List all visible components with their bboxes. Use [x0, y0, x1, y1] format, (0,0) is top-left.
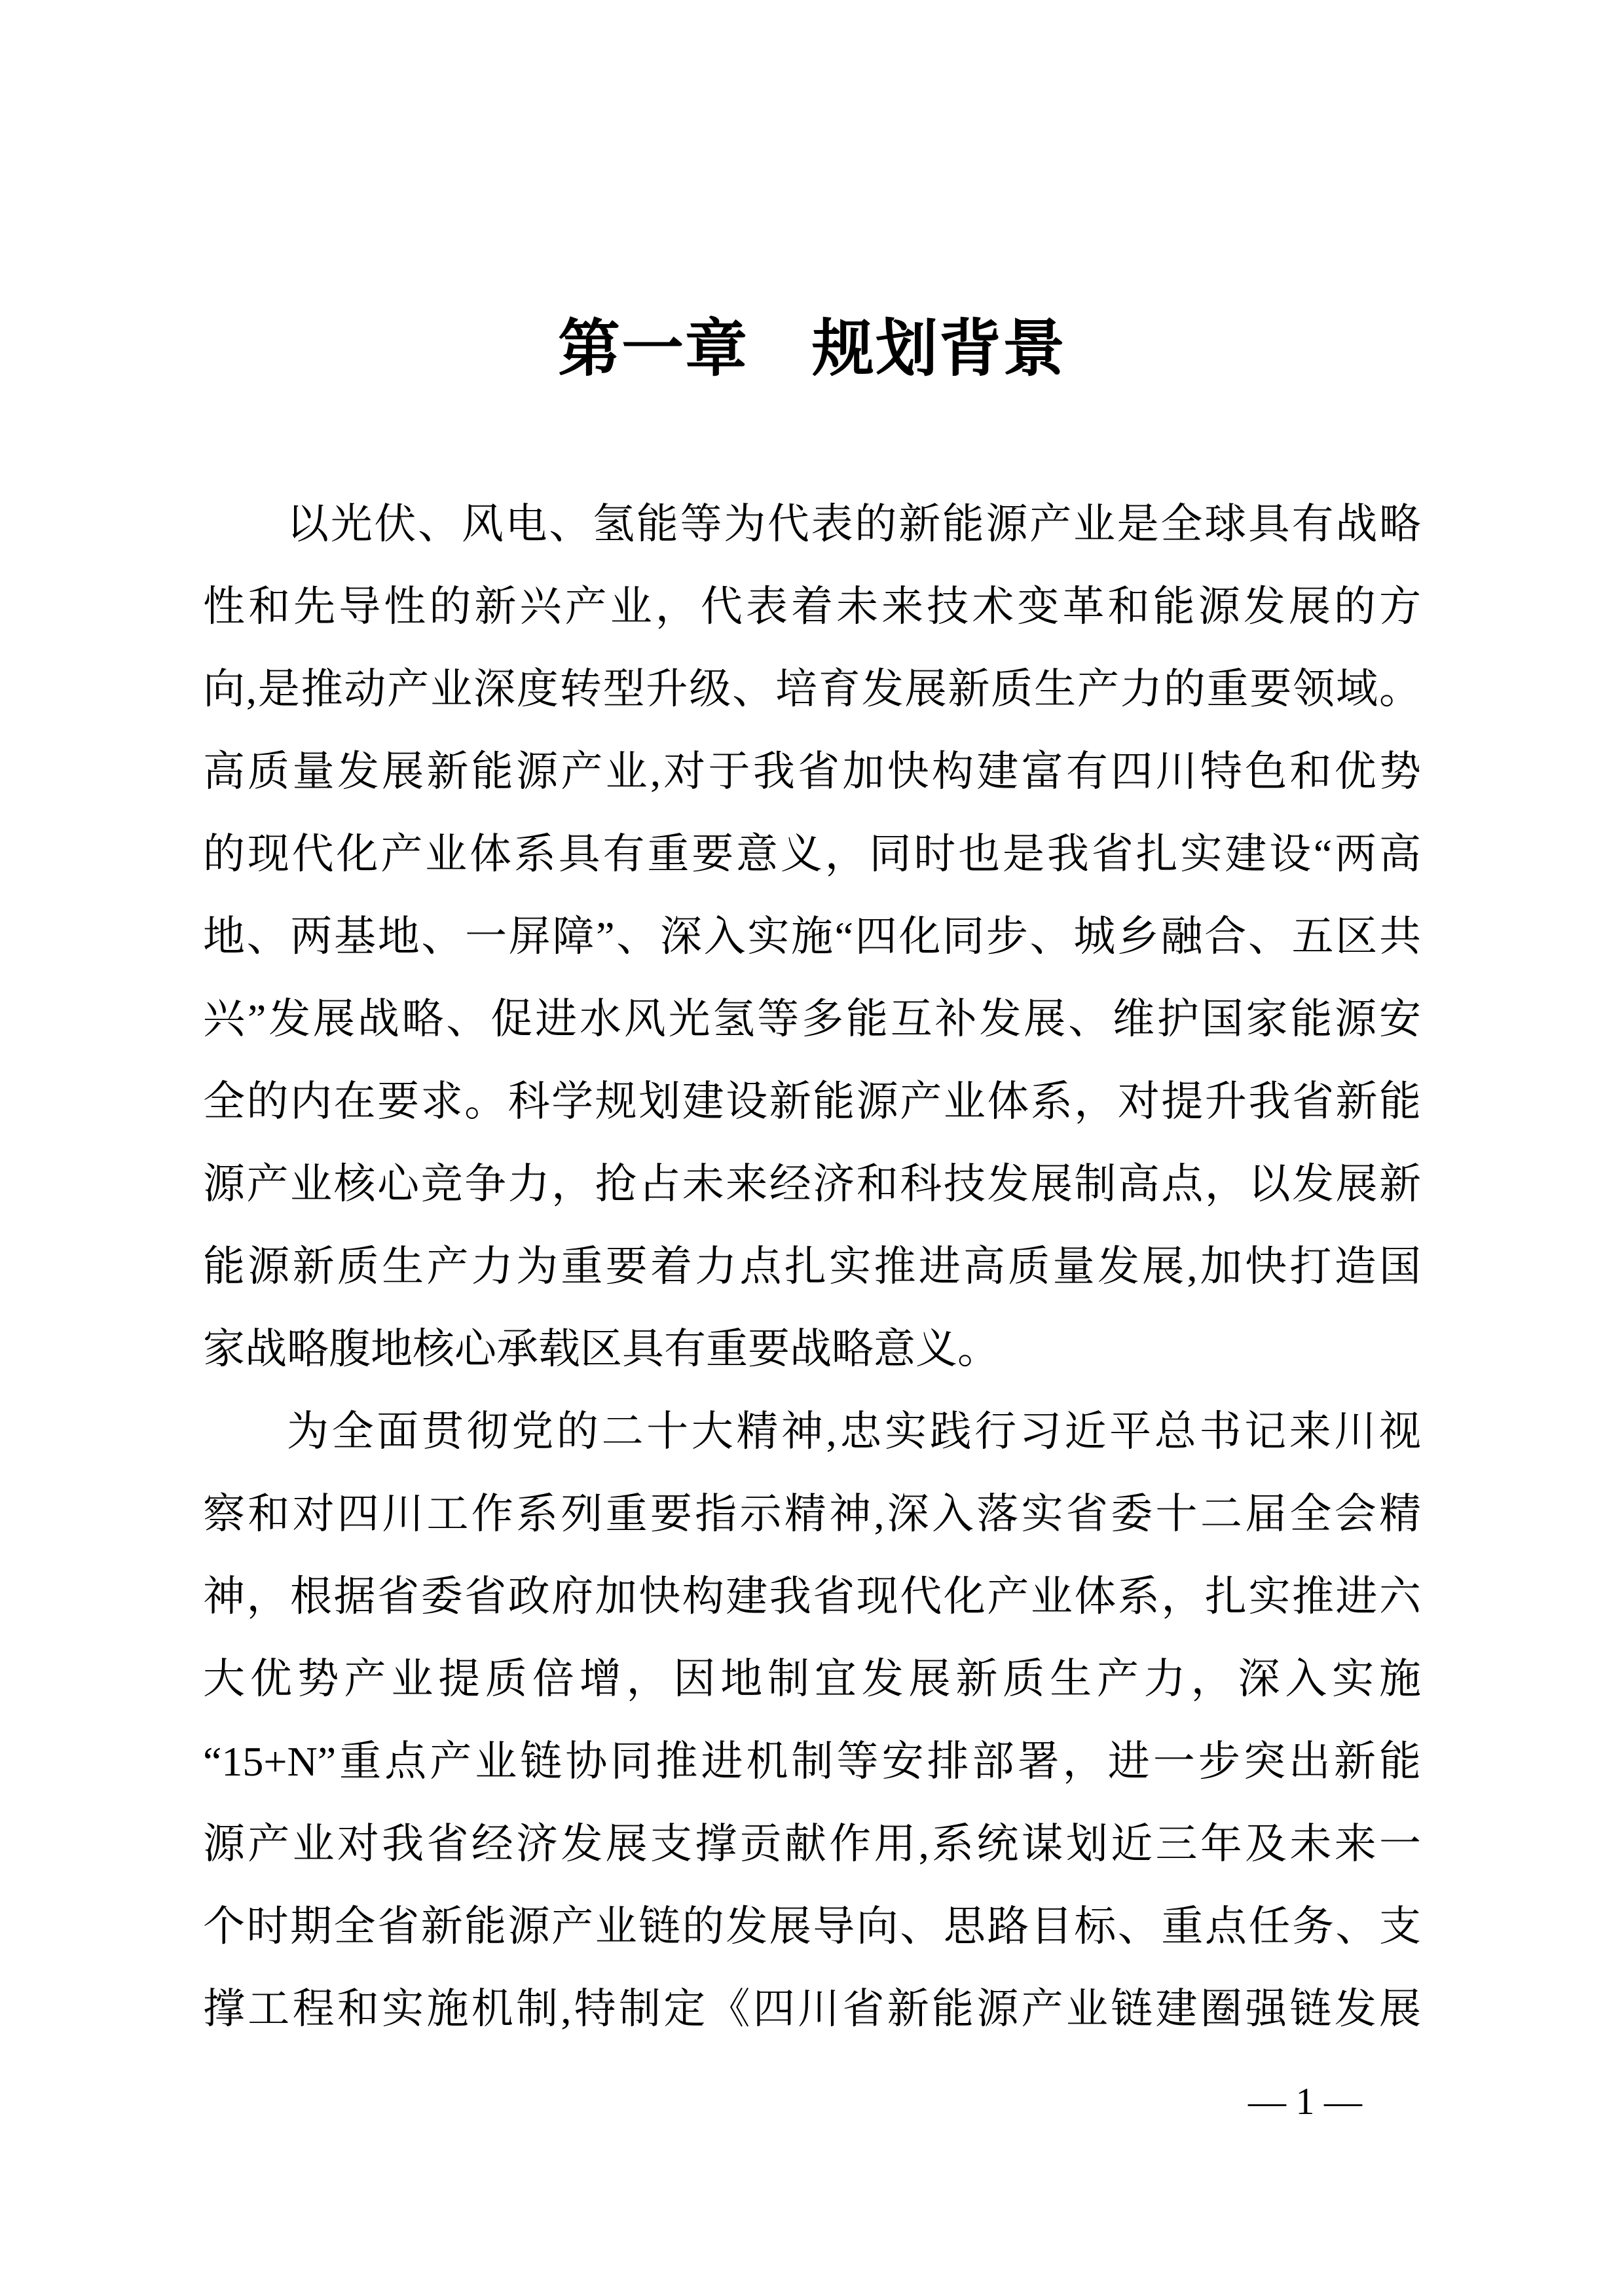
body-line: 为全面贯彻党的二十大精神,忠实践行习近平总书记来川视: [287, 1408, 1421, 1455]
body-line: 全的内在要求。科学规划建设新能源产业体系，对提升我省新能: [203, 1078, 1421, 1125]
page-number: — 1 —: [1248, 2080, 1362, 2123]
body-line: 察和对四川工作系列重要指示精神,深入落实省委十二届全会精: [203, 1491, 1421, 1537]
body-line: 源产业核心竞争力，抢占未来经济和科技发展制高点，以发展新: [203, 1161, 1421, 1207]
body-line: 高质量发展新能源产业,对于我省加快构建富有四川特色和优势: [203, 748, 1421, 795]
body-line: 家战略腹地核心承载区具有重要战略意义。: [203, 1326, 999, 1372]
chapter-title: 第一章 规划背景: [557, 314, 1066, 384]
body-line: 兴”发展战略、促进水风光氢等多能互补发展、维护国家能源安: [203, 996, 1421, 1042]
body-line: 源产业对我省经济发展支撑贡献作用,系统谋划近三年及未来一: [203, 1821, 1421, 1867]
body-line: 个时期全省新能源产业链的发展导向、思路目标、重点任务、支: [203, 1903, 1421, 1950]
body-line: 向,是推动产业深度转型升级、培育发展新质生产力的重要领域。: [203, 666, 1421, 712]
body-line: 地、两基地、一屏障”、深入实施“四化同步、城乡融合、五区共: [203, 913, 1421, 960]
body-line: 大优势产业提质倍增，因地制宜发展新质生产力，深入实施: [203, 1656, 1421, 1702]
body-line: 神，根据省委省政府加快构建我省现代化产业体系，扎实推进六: [203, 1573, 1421, 1620]
document-body: [203, 483, 1421, 2050]
body-line: 撑工程和实施机制,特制定《四川省新能源产业链建圈强链发展: [203, 1986, 1421, 2032]
body-line: 的现代化产业体系具有重要意义，同时也是我省扎实建设“两高: [203, 831, 1421, 877]
body-line: 性和先导性的新兴产业，代表着未来技术变革和能源发展的方: [203, 583, 1421, 630]
paragraph-2: [203, 1391, 1421, 2050]
body-line: 以光伏、风电、氢能等为代表的新能源产业是全球具有战略: [287, 501, 1421, 547]
body-line: 能源新质生产力为重要着力点扎实推进高质量发展,加快打造国: [203, 1243, 1421, 1290]
body-line: “15+N”重点产业链协同推进机制等安排部署，进一步突出新能: [203, 1738, 1421, 1785]
paragraph-1: [203, 483, 1421, 1391]
